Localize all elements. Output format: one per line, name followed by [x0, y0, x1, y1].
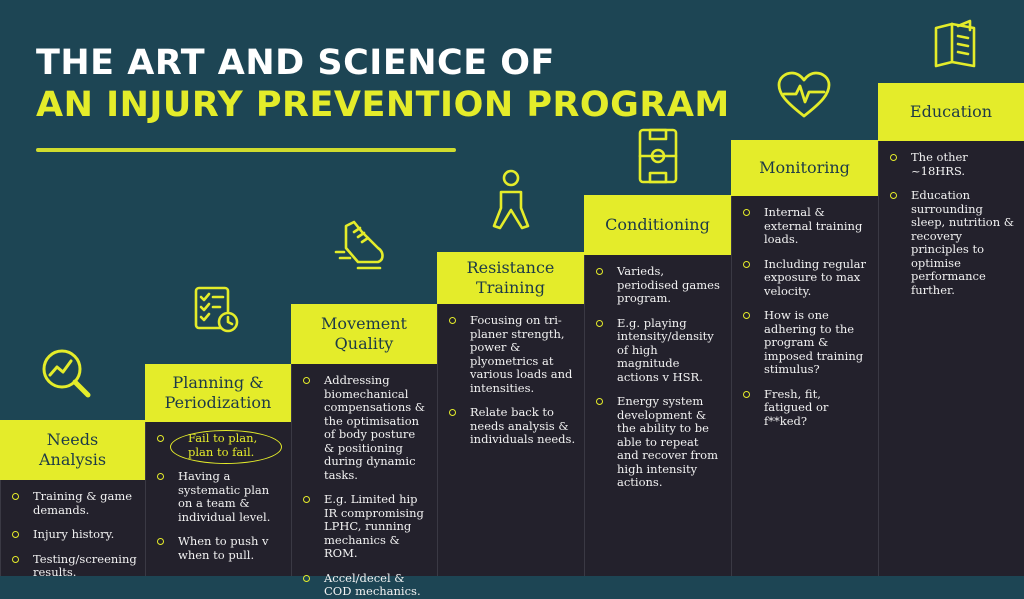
step-bullet: Education surrounding sleep, nutrition & recovery principles to optimise performance further. [887, 189, 1016, 297]
step-needs-analysis [0, 420, 145, 579]
title-line-1: THE ART AND SCIENCE OF [36, 43, 555, 83]
squat-person-icon [486, 168, 536, 232]
step-bullet: Injury history. [9, 528, 137, 542]
step-bullet: Internal & external training loads. [740, 206, 870, 247]
page-title [36, 42, 730, 126]
step-body [145, 422, 291, 576]
step-movement-quality [291, 304, 437, 598]
step-bullet: Including regular exposure to max velocity. [740, 258, 870, 299]
step-bullet: Accel/decel & COD mechanics. [300, 572, 429, 599]
step-bullet: E.g. Limited hip IR compromising LPHC, running mechanics & ROM. [300, 493, 429, 561]
step-heading: Monitoring [731, 140, 878, 196]
soccer-pitch-icon [636, 126, 680, 186]
step-bullet: Varieds, periodised games program. [593, 265, 723, 306]
step-education [878, 83, 1024, 576]
open-book-icon [930, 18, 980, 70]
step-heading: Planning & Periodization [145, 364, 291, 422]
step-bullet: Focusing on tri-planer strength, power & plyometrics at various loads and intensities. [446, 314, 576, 395]
step-bullet: When to push v when to pull. [154, 535, 283, 562]
step-body [437, 304, 584, 576]
step-planning-periodization [145, 364, 291, 576]
step-heading: Movement Quality [291, 304, 437, 364]
step-body [584, 255, 731, 576]
title-underline [36, 148, 456, 152]
step-body [0, 480, 145, 579]
step-bullet: The other ~18HRS. [887, 151, 1016, 178]
step-monitoring [731, 140, 878, 576]
step-bullet: Testing/screening results. [9, 553, 137, 580]
magnifier-chart-icon [38, 345, 94, 401]
checklist-clock-icon [190, 284, 240, 334]
step-heading: Needs Analysis [0, 420, 145, 480]
step-heading: Education [878, 83, 1024, 141]
step-resistance-training [437, 252, 584, 576]
running-shoe-icon [332, 218, 390, 274]
step-conditioning [584, 195, 731, 576]
step-body [291, 364, 437, 598]
step-bullet: Relate back to needs analysis & individuals needs. [446, 406, 576, 447]
step-bullet: Addressing biomechanical compensations & the optimisation of body posture & positioning during dynamic tasks. [300, 374, 429, 482]
step-bullet-highlight: Fail to plan, plan to fail. [154, 432, 283, 459]
step-heading: Conditioning [584, 195, 731, 255]
step-bullet: Having a systematic plan on a team & individual level. [154, 470, 283, 524]
step-bullet: Energy system development & the ability to be able to repeat and recover from high intensity actions. [593, 395, 723, 490]
step-bullet: Training & game demands. [9, 490, 137, 517]
step-body [731, 196, 878, 576]
title-line-2: AN INJURY PREVENTION PROGRAM [36, 85, 730, 125]
step-bullet: E.g. playing intensity/density of high magnitude actions v HSR. [593, 317, 723, 385]
step-bullet: How is one adhering to the program & imposed training stimulus? [740, 309, 870, 377]
step-bullet: Fresh, fit, fatigued or f**ked? [740, 388, 870, 429]
step-body [878, 141, 1024, 576]
step-heading: Resistance Training [437, 252, 584, 304]
heart-rate-icon [776, 70, 832, 120]
